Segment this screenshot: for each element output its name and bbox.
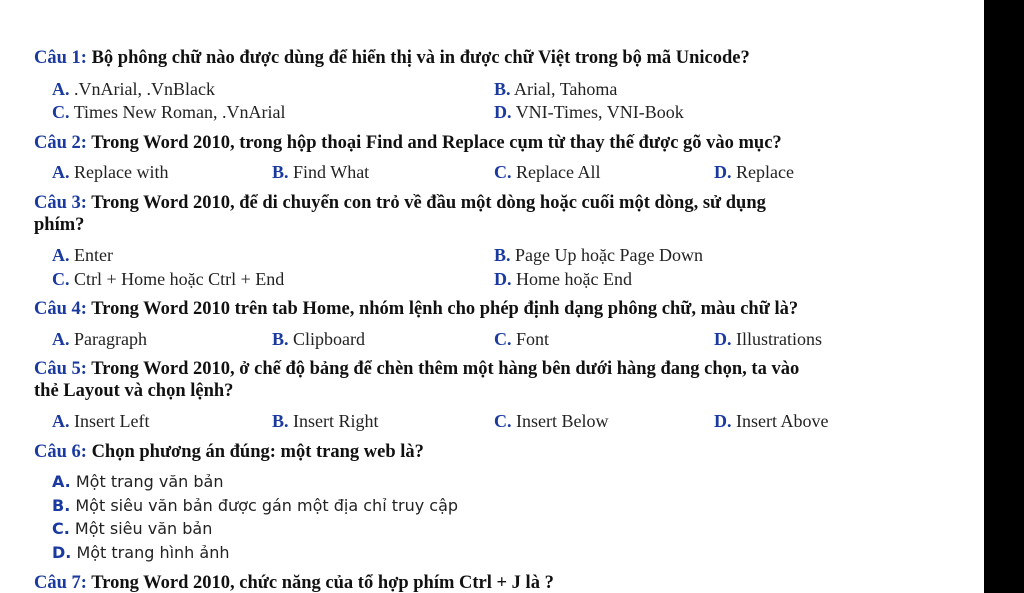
option-b: B. Arial, Tahoma [494,79,618,99]
option-c: C. Times New Roman, .VnArial [52,102,286,122]
option-a: A. Paragraph [52,329,147,349]
option-b: B. Find What [272,162,370,182]
option-b: B. Page Up hoặc Page Down [494,245,703,265]
option-a: A. Replace with [52,162,169,182]
question-text: Trong Word 2010 trên tab Home, nhóm lệnh cho phép định dạng phông chữ, màu chữ là? [91,299,799,319]
question-2: Câu 2: Trong Word 2010, trong hộp thoại Find and Replace cụm từ thay thế được gõ vào mục? [34,133,782,153]
option-d: D. Home hoặc End [494,269,632,289]
option-c: C. Một siêu văn bản [52,519,213,538]
question-text: Chọn phương án đúng: một trang web là? [91,442,424,462]
option-b: B. Insert Right [272,411,379,431]
question-text: Trong Word 2010, chức năng của tổ hợp phím Ctrl + J là ? [91,573,554,593]
option-b: B. Clipboard [272,329,366,349]
option-a: A. Enter [52,245,113,265]
question-3: Câu 3: Trong Word 2010, để di chuyển con trỏ về đầu một dòng hoặc cuối một dòng, sử dụng phím? [34,193,766,235]
question-text-line2: thẻ Layout và chọn lệnh? [34,381,234,401]
option-b: B. Một siêu văn bản được gán một địa chỉ truy cập [52,496,459,515]
question-text: Trong Word 2010, trong hộp thoại Find and Replace cụm từ thay thế được gõ vào mục? [91,133,782,153]
option-c: C. Replace All [494,162,601,182]
option-d: D. Illustrations [714,329,822,349]
question-6: Câu 6: Chọn phương án đúng: một trang web là? [34,442,424,462]
option-c: C. Font [494,329,550,349]
question-text: Trong Word 2010, ở chế độ bảng để chèn thêm một hàng bên dưới hàng đang chọn, ta vào [91,359,800,379]
question-text-line2: phím? [34,215,85,235]
option-d: D. Replace [714,162,794,182]
question-4: Câu 4: Trong Word 2010 trên tab Home, nhóm lệnh cho phép định dạng phông chữ, màu chữ là? [34,299,799,319]
option-a: A. Một trang văn bản [52,472,224,491]
question-number: Câu 1: [34,48,87,68]
question-7: Câu 7: Trong Word 2010, chức năng của tổ hợp phím Ctrl + J là ? [34,573,554,593]
question-text: Bộ phông chữ nào được dùng để hiển thị và in được chữ Việt trong bộ mã Unicode? [91,48,750,68]
option-d: D. Insert Above [714,411,829,431]
option-a: A. .VnArial, .VnBlack [52,79,215,99]
option-c: C. Ctrl + Home hoặc Ctrl + End [52,269,285,289]
question-5: Câu 5: Trong Word 2010, ở chế độ bảng để chèn thêm một hàng bên dưới hàng đang chọn, ta vào thẻ Layout và chọn lệnh? [34,359,800,401]
option-d: D. Một trang hình ảnh [52,543,230,562]
question-text: Trong Word 2010, để di chuyển con trỏ về đầu một dòng hoặc cuối một dòng, sử dụng [91,193,766,213]
option-a: A. Insert Left [52,411,150,431]
option-c: C. Insert Below [494,411,609,431]
option-d: D. VNI-Times, VNI-Book [494,102,684,122]
question-1 [34,47,934,69]
